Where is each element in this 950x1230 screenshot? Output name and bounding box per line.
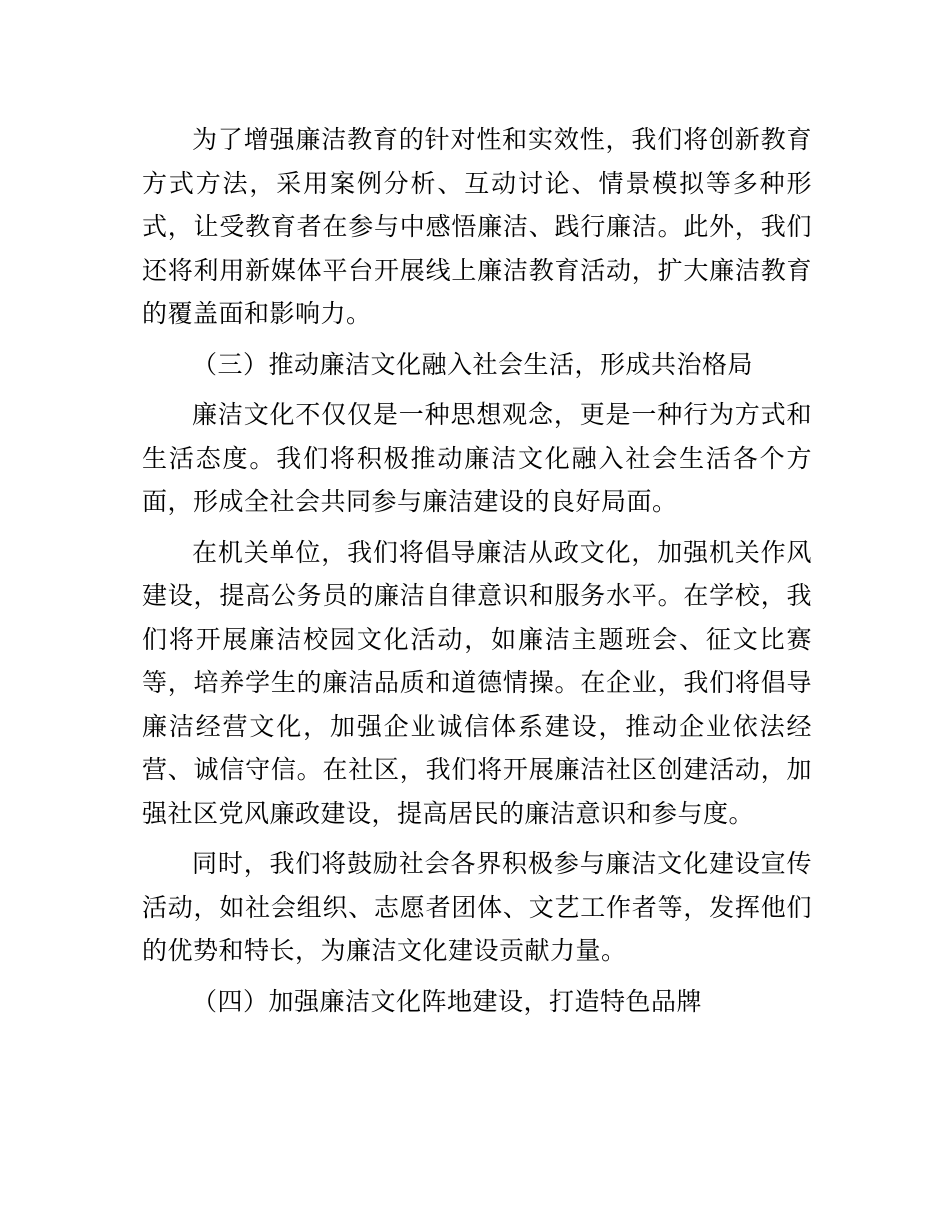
paragraph-culture-lifestyle: 廉洁文化不仅仅是一种思想观念，更是一种行为方式和生活态度。我们将积极推动廉洁文化融入社会生活各个方面，形成全社会共同参与廉洁建设的良好局面。: [142, 400, 812, 516]
section-heading-3: （三）推动廉洁文化融入社会生活，形成共治格局: [192, 349, 754, 379]
document-page: [142, 118, 812, 1030]
paragraph-sectors: 在机关单位，我们将倡导廉洁从政文化，加强机关作风建设，提高公务员的廉洁自律意识和服务水平。在学校，我们将开展廉洁校园文化活动，如廉洁主题班会、征文比赛等，培养学生的廉洁品质和道德情操。在企业，我们将倡导廉洁经营文化，加强企业诚信体系建设，推动企业依法经营、诚信守信。在社区，我们将开展廉洁社区创建活动，加强社区党风廉政建设，提高居民的廉洁意识和参与度。: [142, 537, 812, 828]
paragraph-social-participation: 同时，我们将鼓励社会各界积极参与廉洁文化建设宣传活动，如社会组织、志愿者团体、文艺工作者等，发挥他们的优势和特长，为廉洁文化建设贡献力量。: [142, 849, 812, 965]
paragraph-education-methods: 为了增强廉洁教育的针对性和实效性，我们将创新教育方式方法，采用案例分析、互动讨论、情景模拟等多种形式，让受教育者在参与中感悟廉洁、践行廉洁。此外，我们还将利用新媒体平台开展线上廉洁教育活动，扩大廉洁教育的覆盖面和影响力。: [142, 125, 812, 328]
section-heading-4: （四）加强廉洁文化阵地建设，打造特色品牌: [192, 986, 703, 1016]
